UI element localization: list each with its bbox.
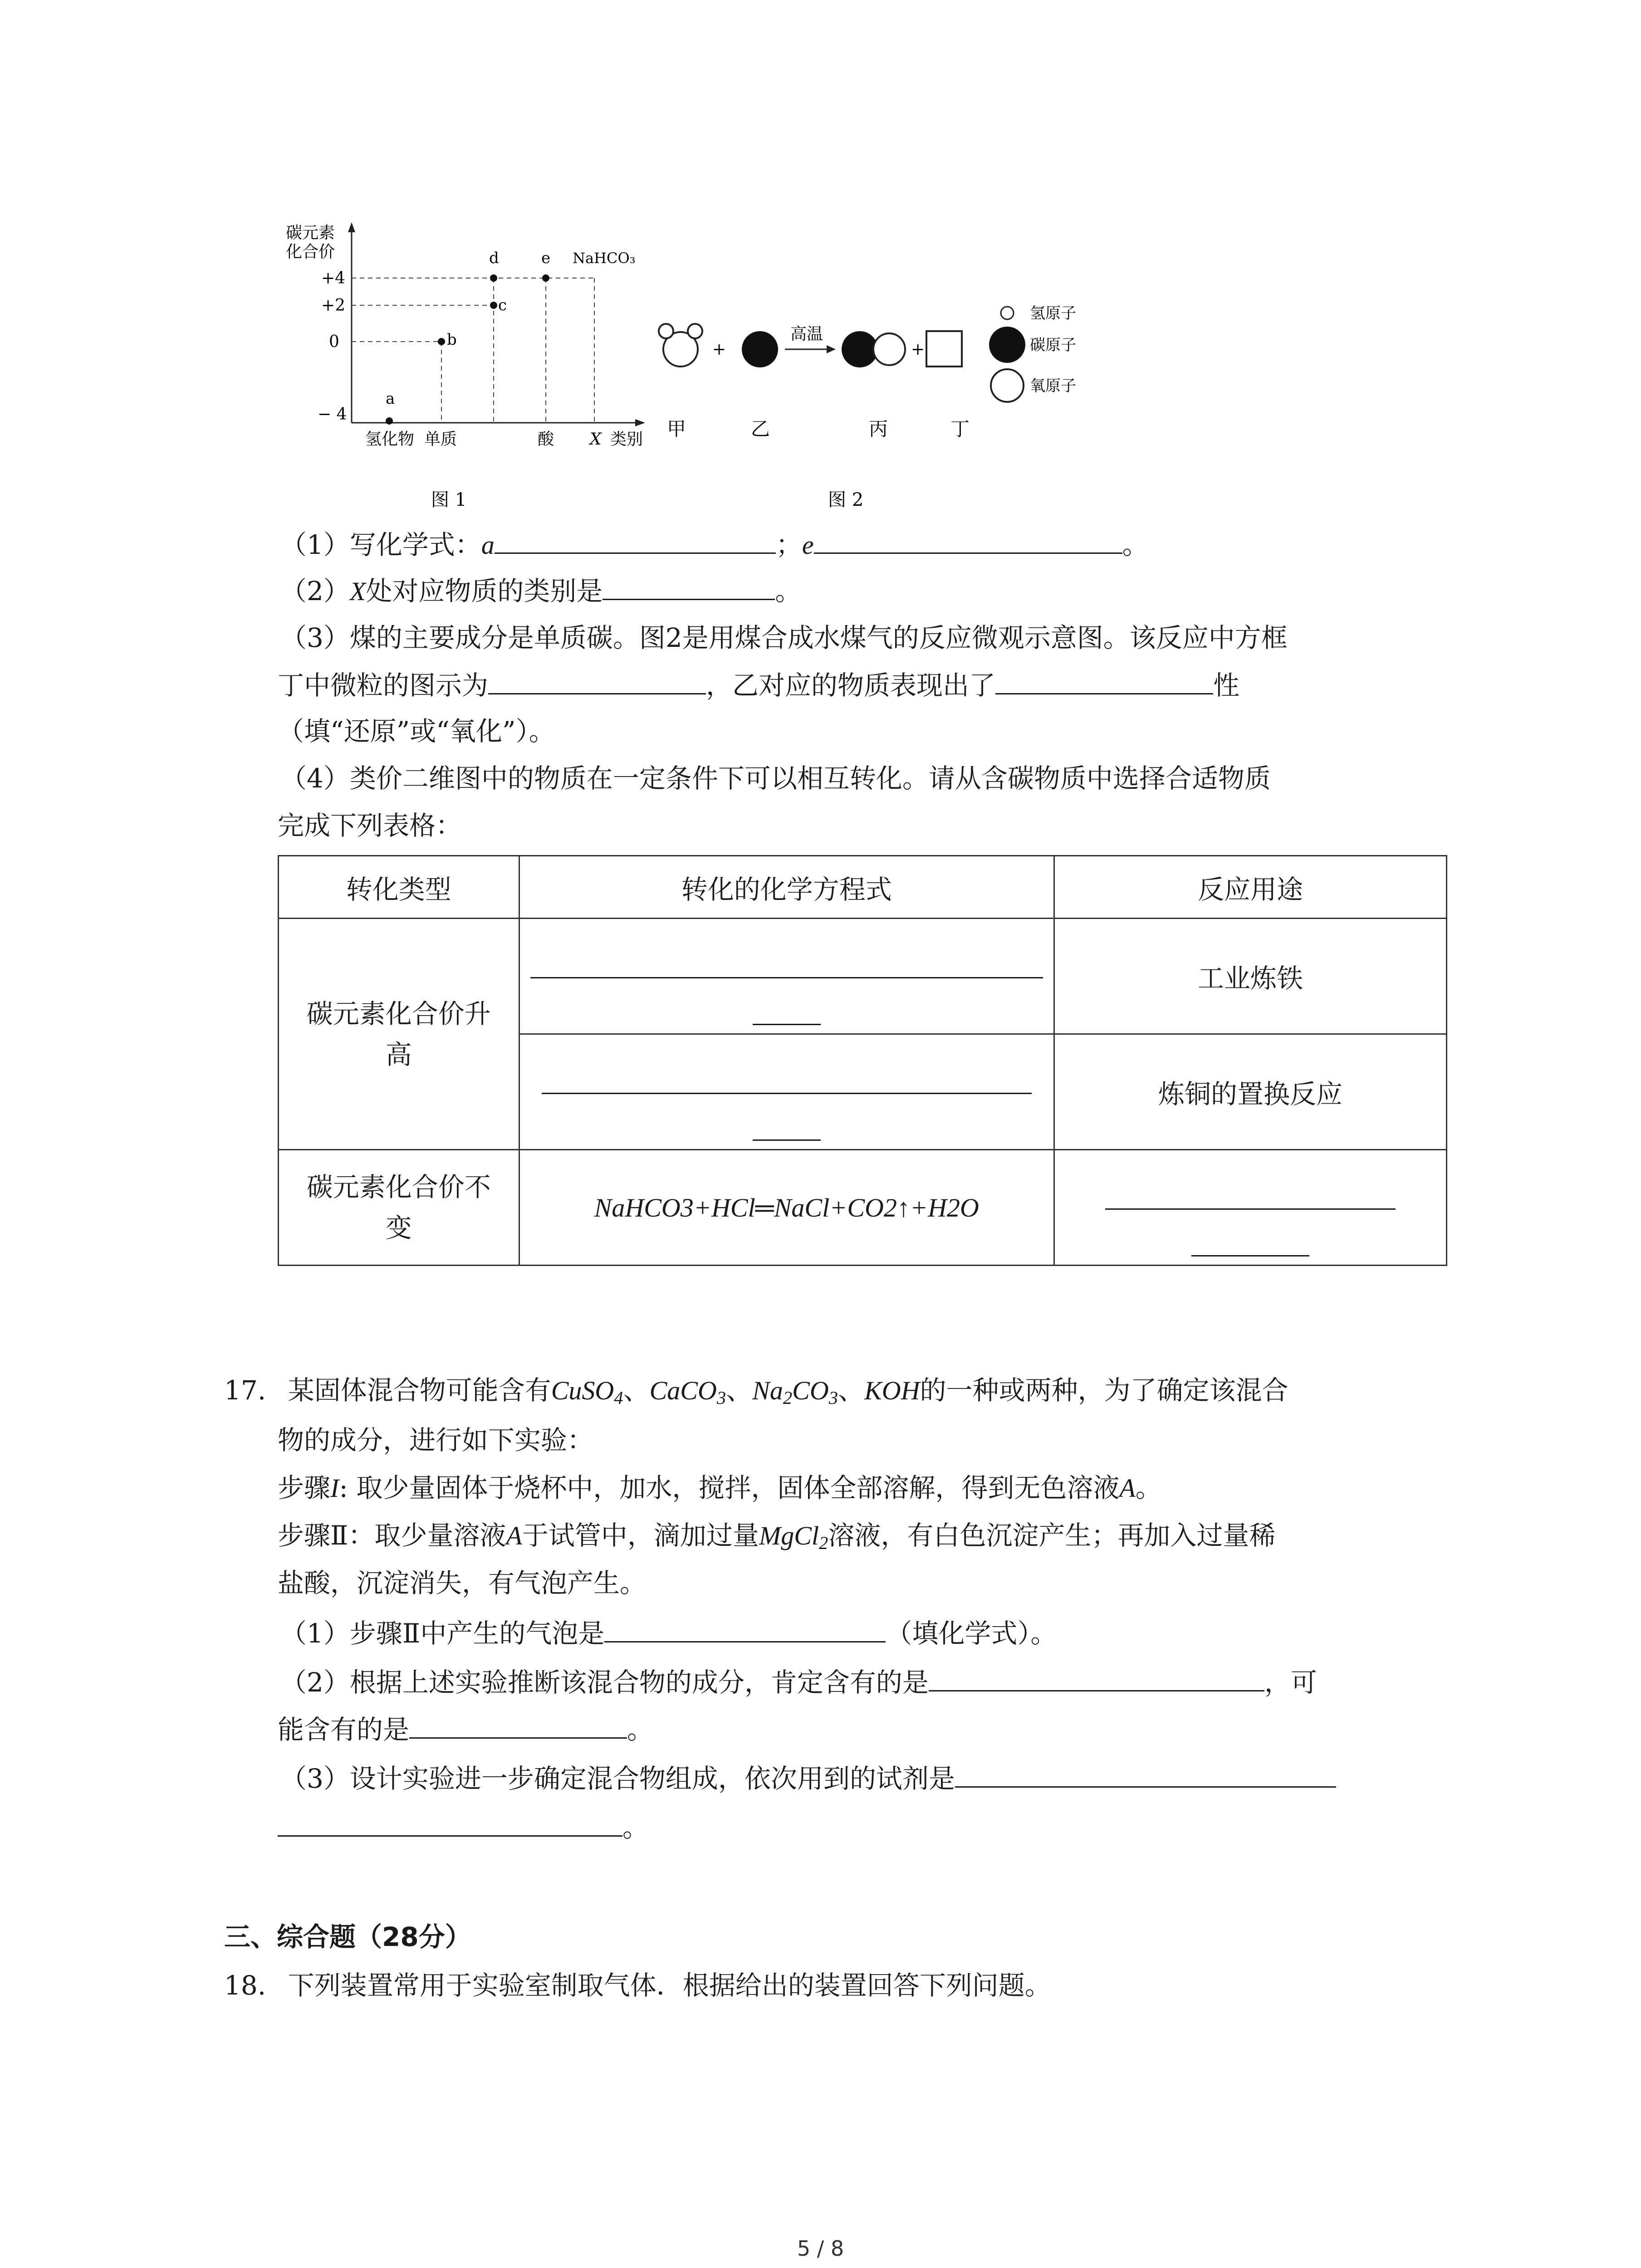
row1-eq1-blank-a[interactable] bbox=[530, 927, 1043, 978]
q17-blank-reagents-a[interactable] bbox=[955, 1760, 1336, 1788]
molecule-jia-water bbox=[659, 324, 702, 367]
q16-blank-ding[interactable] bbox=[488, 667, 706, 694]
label-ding: 丁 bbox=[950, 418, 970, 440]
row2-use-blank-b[interactable] bbox=[1191, 1210, 1309, 1256]
q16-part3-line3: （填“还原”或“氧化”）。 bbox=[278, 716, 555, 747]
q18-line bbox=[224, 1967, 1051, 2004]
point-c-label: c bbox=[498, 296, 507, 314]
q16-part2: （2）X处对应物质的类别是 。 bbox=[280, 572, 801, 610]
figure-1-caption: 图 1 bbox=[431, 489, 467, 510]
point-a-label: a bbox=[386, 390, 395, 408]
section-3-title: 三、综合题（28分） bbox=[224, 1921, 471, 1952]
q16-part3-line1: （3）煤的主要成分是单质碳。图2是用煤合成水煤气的反应微观示意图。该反应中方框 bbox=[280, 622, 1288, 653]
y-axis-arrow bbox=[348, 222, 355, 232]
figure-2-caption: 图 2 bbox=[828, 489, 864, 510]
header-type: 转化类型 bbox=[279, 856, 519, 919]
row1-eq2-blank-a[interactable] bbox=[542, 1043, 1032, 1094]
label-bing: 丙 bbox=[869, 418, 888, 440]
y-tick-plus4: +4 bbox=[321, 269, 346, 288]
q17-number: 17. bbox=[224, 1375, 266, 1406]
q16-blank-e[interactable] bbox=[814, 526, 1122, 554]
point-e bbox=[542, 274, 549, 282]
point-d-label: d bbox=[489, 249, 499, 267]
row2-use-cell bbox=[1054, 1150, 1446, 1266]
point-c bbox=[490, 302, 497, 309]
point-a bbox=[386, 417, 393, 425]
legend-carbon: 碳原子 bbox=[1030, 336, 1076, 354]
plus-1: + bbox=[712, 340, 726, 359]
q16-blank-a[interactable] bbox=[495, 526, 776, 554]
y-axis-title-line1: 碳元素 bbox=[286, 224, 335, 242]
figure-1-valence-chart bbox=[272, 213, 681, 522]
q18-text: 下列装置常用于实验室制取气体．根据给出的装置回答下列问题。 bbox=[288, 1970, 1051, 2001]
plus-2: + bbox=[911, 340, 925, 359]
q17-step1: 步骤I: 取少量固体于烧杯中，加水，搅拌，固体全部溶解，得到无色溶液A。 bbox=[278, 1472, 1162, 1503]
box-ding bbox=[926, 331, 962, 367]
point-e-label: e bbox=[541, 249, 551, 267]
page-number: 5 / 8 bbox=[797, 2236, 844, 2261]
q17-line2: 物的成分，进行如下实验： bbox=[278, 1425, 594, 1456]
q17-part2-line2: 能含有的是 。 bbox=[278, 1711, 653, 1748]
q17-step2: 步骤Ⅱ：取少量溶液A于试管中，滴加过量MgCl$_2$溶液，有白色沉淀产生；再加入过量稀 bbox=[278, 1520, 1276, 1554]
x-cat-hydride: 氢化物 bbox=[365, 430, 415, 449]
header-use: 反应用途 bbox=[1054, 856, 1446, 919]
reaction-arrow-head bbox=[827, 345, 836, 353]
header-equation: 转化的化学方程式 bbox=[519, 856, 1054, 919]
q17-blank-possible[interactable] bbox=[409, 1711, 627, 1739]
q16-part3-line2: 丁中微粒的图示为 ，乙对应的物质表现出了 性 bbox=[278, 667, 1239, 704]
molecule-yi-carbon bbox=[742, 331, 778, 367]
molecule-bing-co bbox=[842, 331, 905, 367]
q17-part3: （3）设计实验进一步确定混合物组成，依次用到的试剂是 bbox=[280, 1760, 1336, 1797]
q17-line1: 17. 某固体混合物可能含有CuSO$_4$、CaCO$_3$、$Na_2CO_3$、KOH的一种或两种，为了确定该混合 bbox=[224, 1375, 1288, 1408]
q16-blank-x[interactable] bbox=[603, 572, 775, 600]
label-yi: 乙 bbox=[751, 418, 770, 440]
x-axis-title: 类别 bbox=[610, 430, 643, 449]
row1-eq1-cell bbox=[519, 919, 1054, 1034]
legend-oxygen-symbol bbox=[991, 369, 1024, 402]
row1-eq2-blank-b[interactable] bbox=[753, 1094, 821, 1141]
point-b-label: b bbox=[447, 331, 457, 349]
row1-type: 碳元素化合价升高 bbox=[279, 919, 519, 1150]
q16-blank-property[interactable] bbox=[995, 667, 1213, 694]
q17-part1: （1）步骤Ⅱ中产生的气泡是 （填化学式）。 bbox=[280, 1615, 1057, 1652]
x-cat-acid: 酸 bbox=[538, 430, 554, 449]
q17-blank-reagents-b[interactable] bbox=[278, 1809, 622, 1837]
x-cat-element: 单质 bbox=[424, 430, 457, 449]
y-tick-plus2: +2 bbox=[321, 296, 346, 315]
legend-hydrogen: 氢原子 bbox=[1030, 304, 1076, 323]
x-cat-x: X bbox=[590, 430, 602, 449]
row2-equation: NaHCO3+HCl═NaCl+CO2↑+H2O bbox=[519, 1150, 1054, 1266]
q16-part4-line2: 完成下列表格： bbox=[278, 810, 462, 841]
q17-part3-line2: 。 bbox=[278, 1809, 649, 1846]
legend-oxygen: 氧原子 bbox=[1030, 377, 1076, 395]
row2-type: 碳元素化合价不变 bbox=[279, 1150, 519, 1266]
q17-blank-gas[interactable] bbox=[604, 1615, 886, 1642]
y-tick-0: 0 bbox=[329, 332, 339, 351]
point-b bbox=[438, 338, 445, 345]
q17-step2-line2: 盐酸，沉淀消失，有气泡产生。 bbox=[278, 1568, 647, 1598]
q16-part1: （1）写化学式：a ；e 。 bbox=[280, 526, 1149, 563]
q17-blank-certain[interactable] bbox=[929, 1664, 1264, 1691]
legend-hydrogen-symbol bbox=[1001, 307, 1014, 319]
row2-use-blank-a[interactable] bbox=[1105, 1158, 1396, 1210]
conversion-table bbox=[278, 855, 1447, 1266]
row1-eq1-blank-b[interactable] bbox=[753, 978, 821, 1025]
reaction-condition: 高温 bbox=[790, 325, 823, 343]
legend-carbon-symbol bbox=[989, 327, 1025, 363]
q16-part4-line1: （4）类价二维图中的物质在一定条件下可以相互转化。请从含碳物质中选择合适物质 bbox=[280, 763, 1271, 794]
point-nahco3-label: NaHCO₃ bbox=[573, 249, 636, 267]
figure-2-reaction-diagram bbox=[649, 272, 1148, 522]
row1-use2: 炼铜的置换反应 bbox=[1054, 1034, 1446, 1150]
y-tick-minus4: − 4 bbox=[318, 405, 347, 424]
q17-part2: （2）根据上述实验推断该混合物的成分，肯定含有的是 ，可 bbox=[280, 1664, 1317, 1701]
row1-eq2-cell bbox=[519, 1034, 1054, 1150]
q18-number: 18. bbox=[224, 1970, 266, 2001]
x-axis-arrow bbox=[635, 419, 645, 426]
label-jia: 甲 bbox=[667, 418, 686, 440]
row1-use1: 工业炼铁 bbox=[1054, 919, 1446, 1034]
y-axis-title-line2: 化合价 bbox=[286, 243, 335, 261]
point-d bbox=[490, 274, 497, 282]
